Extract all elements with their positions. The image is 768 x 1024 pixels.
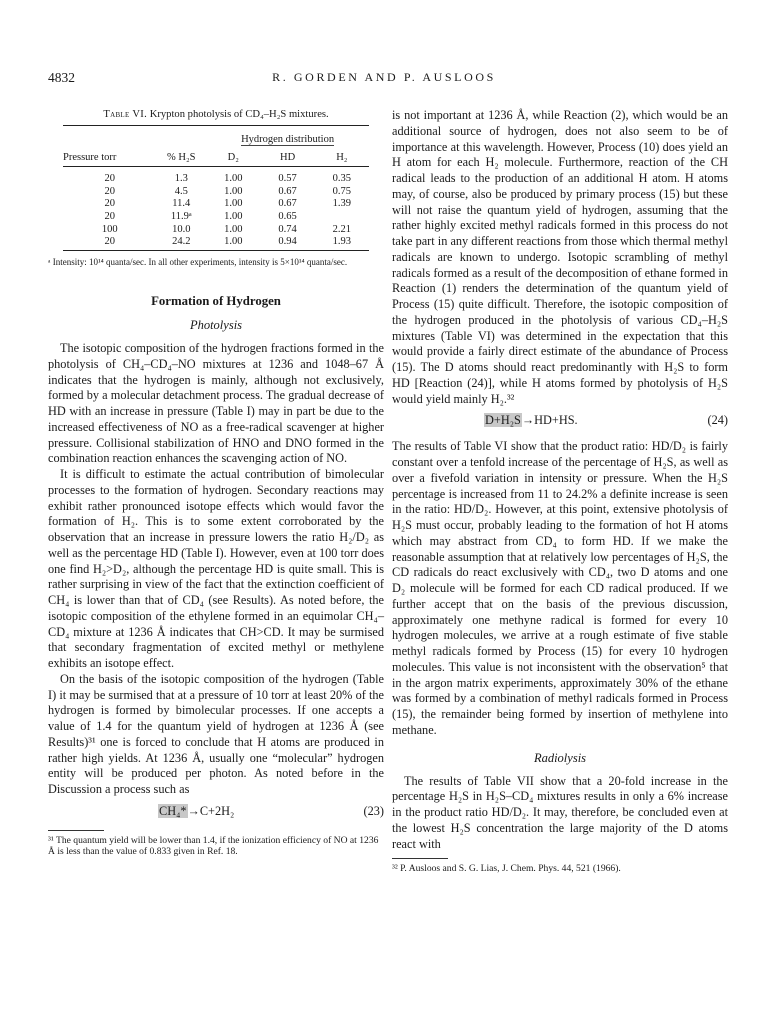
col-header-hd: HD	[260, 148, 314, 167]
table-row: 20 24.2 1.00 0.94 1.93	[63, 235, 369, 250]
equation-24	[392, 413, 728, 431]
col-header-h2s: % H₂S	[156, 148, 206, 167]
footnote: ³² P. Ausloos and S. G. Lias, J. Chem. Phys. 44, 521 (1966).	[392, 863, 621, 875]
paragraph: The results of Table VII show that a 20-fold increase in the percentage H₂S in H₂S–CD₄ mixtures results in only a 6% increase in the product ratio HD/D₂. It may, therefore, be concluded even at the lowest H₂S concentration the large majority of the D atoms react with	[392, 773, 728, 851]
table-caption	[48, 108, 384, 122]
equation-number: (24)	[707, 413, 728, 428]
data-table	[63, 125, 369, 251]
running-head: R. GORDEN AND P. AUSLOOS	[272, 70, 496, 84]
struck-text: D+H₂S	[485, 413, 521, 428]
table-row: 20 4.5 1.00 0.67 0.75	[104, 185, 352, 197]
table-footnote: ᵃ Intensity: 10¹⁴ quanta/sec. In all other experiments, intensity is 5×10¹⁴ quanta/sec.	[48, 257, 348, 268]
equation-23-expression: CH₄*→C+2H₂	[159, 803, 235, 818]
footnote-divider	[392, 858, 448, 859]
subsection-title-radiolysis: Radiolysis	[533, 750, 587, 765]
col-header-h2: H₂	[315, 148, 369, 167]
table-caption-label: Table VI.	[103, 109, 148, 120]
col-header-d2: D₂	[206, 148, 260, 167]
col-header-pressure: Pressure torr	[63, 148, 156, 167]
equation-23	[48, 804, 384, 822]
equation-number: (23)	[363, 803, 384, 818]
left-column	[48, 108, 384, 857]
paragraph: On the basis of the isotopic composition of the hydrogen (Table I) it may be surmised that at a pressure of 10 torr at least 20% of the hydrogen is formed by bimolecular processes. If one accepts a value of 1.4 for the quantum yield of hydrogen at 1236 Å (see Results)³¹ one is forced to conclude that H atoms are produced in rather high yields. At 1236 Å, usually one “molecular” hydrogen entity will be produced per photon. As noted before in the Discussion a process such as	[48, 671, 384, 797]
table-row: 20 1.3 1.00 0.57 0.35	[104, 172, 352, 184]
struck-text: CH₄*	[159, 803, 187, 818]
equation-24-expression: D+H₂S→HD+HS.	[485, 413, 578, 428]
footnote: ³¹ The quantum yield will be lower than 1.4, if the ionization efficiency of NO at 1236 Å is less than the value of 0.833 given in Ref. 18.	[48, 834, 379, 858]
subsection-title-photolysis: Photolysis	[189, 318, 243, 333]
section-title: Formation of Hydrogen	[151, 294, 281, 309]
footnote-divider	[48, 830, 104, 831]
group-header: Hydrogen distribution	[206, 126, 369, 149]
table-caption-text: Krypton photolysis of CD₄–H₂S mixtures.	[147, 109, 329, 120]
paragraph: It is difficult to estimate the actual contribution of bimolecular processes to the formation of hydrogen. Secondary reactions may exhibit rather pronounced isotope effects which would favor the formation of H₂. This is to some extent corroborated by the observation that an increase in pressure lowers the ratio H₂/D₂ as well as the percentage HD (Table I). However, even at 100 torr does one find H₂>D₂, although the percentage HD is quite small. This is rather surprising in view of the fact that the extinction coefficient of CH₄ is lower than that of CD₄ (see Results). As noted before, the isotopic composition of the ethylene formed in an equimolar CH₄–CD₄ mixture at 1236 Å indicates that CH>CD. It may be surmised that secondary fragmentation of excited methyl or methylene exhibits an isotope effect.	[48, 467, 384, 671]
page-number: 4832	[48, 70, 75, 85]
paragraph: The isotopic composition of the hydrogen fractions formed in the photolysis of CH₄–CD₄–NO mixtures at 1236 and 1048–67 Å indicates that the hydrogen is mainly, although not exclusively, formed by a molecular detachment process. The gradual decrease of HD with an increase in pressure (Table I) may in part be due to the increased effectiveness of NO as a free-radical scavenger at higher pressure. Collisional stabilization of HNO and DNO formed in the combination reaction enhances the scavenging action of NO.	[48, 341, 384, 466]
table-row: 20 11.9ᵃ 1.00 0.65	[104, 210, 297, 222]
paragraph: is not important at 1236 Å, while Reaction (2), which would be an additional source of hydrogen, does not also seem to be of importance at this wavelength. However, Process (10) does yield an H atom for each H₂ molecule. Furthermore, reaction of the CH radical leads to the production of an additional H atom. H atoms may, of course, also be produced by primary process (15) but these will not raise the quantum yield of hydrogen, assuming that the rather highly excited methyl radicals formed in this process do not take part in any different reactions from those which thermal methyl radicals are known to undergo. Isotopic scrambling of methyl radicals formed as a result of the decomposition of ethane formed in Reaction (1) renders the determination of the quantum yield of Process (15) quite difficult. Therefore, the isotopic composition of the hydrogen produced in the photolysis of various CD₄–H₂S mixtures (Table VI) was determined in the expectation that this would provide a fairly direct estimate of the abundance of Process (15). The D atoms should react predominantly with H₂S to form HD [Reaction (24)], while H atoms formed by photolysis of H₂S would yield mainly H₂.³²	[392, 108, 728, 406]
right-column	[392, 108, 728, 874]
table-row: 20 11.4 1.00 0.67 1.39	[104, 198, 352, 210]
table-row: 100 10.0 1.00 0.74 2.21	[101, 223, 352, 235]
paragraph: The results of Table VI show that the product ratio: HD/D₂ is fairly constant over a tenfold increase of the percentage of H₂S, as well as over a fivefold variation in intensity or pressure. When the H₂S percentage is increased from 11 to 24.2% a definite increase is seen in the ratio: HD/D₂. However, at this point, extensive photolysis of H₂S must occur, probably leading to the formation of hot H atoms which may abstract from CD₄ to form HD. If we make the reasonable assumption that at relatively low percentages of H₂S, the CD radicals do react exclusively with CD₄, two D atoms and one D₂ molecule will be formed for each CD radical produced. If we further accept that on the basis of the previous discussion, approximately one methyne radical is formed for every 10 hydrogen molecules, we arrive at a rough estimate of five stable methyl radicals formed by Process (15) for every 10 hydrogen molecules. This value is not inconsistent with the observation⁵ that in the argon matrix experiments, approximately 30% of the ethane was formed by a combination of methyl radicals formed in Process (15), the remainder being formed by insertion of methylene into methane.	[392, 439, 728, 737]
